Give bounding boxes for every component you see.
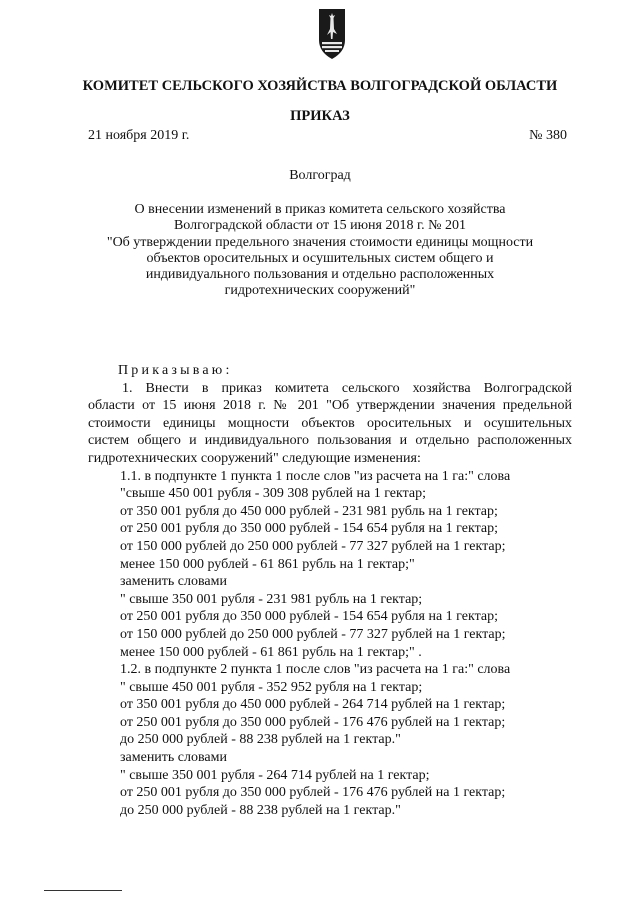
old-wording-line: от 250 001 рубля до 350 000 рублей - 176 476 рублей на 1 гектар; xyxy=(120,714,506,730)
new-wording-line: до 250 000 рублей - 88 238 рублей на 1 гектар." xyxy=(120,802,401,818)
footer-divider xyxy=(44,890,122,891)
paragraph-line: 1. Внести в приказ комитета сельского хозяйства Волгоградской xyxy=(122,380,572,396)
document-body xyxy=(88,362,572,819)
old-wording-line: "свыше 450 001 рубля - 309 308 рублей на 1 гектар; xyxy=(120,486,427,502)
subsection-1-2-intro: 1.2. в подпункте 2 пункта 1 после слов "из расчета на 1 га:" слова xyxy=(120,662,511,678)
committee-name: КОМИТЕТ СЕЛЬСКОГО ХОЗЯЙСТВА ВОЛГОГРАДСКОЙ ОБЛАСТИ xyxy=(82,78,558,94)
old-wording-line: от 350 001 рубля до 450 000 рублей - 231 981 рубль на 1 гектар; xyxy=(120,503,498,519)
paragraph-line: области от 15 июня 2018 г. № 201 "Об утверждении значения предельной xyxy=(88,398,572,414)
coat-of-arms-icon xyxy=(318,8,346,60)
new-wording-line: " свыше 350 001 рубля - 231 981 рубль на 1 гектар; xyxy=(120,591,423,607)
paragraph-line: гидротехнических сооружений" следующие изменения: xyxy=(88,450,421,466)
replace-words: заменить словами xyxy=(120,574,227,590)
title-line: объектов оросительных и осушительных систем общего и xyxy=(146,250,494,266)
old-wording-line: от 350 001 рубля до 450 000 рублей - 264 714 рублей на 1 гектар; xyxy=(120,697,506,713)
title-line: гидротехнических сооружений" xyxy=(224,283,416,299)
title-line: Волгоградской области от 15 июня 2018 г. № 201 xyxy=(173,218,467,234)
title-line: индивидуального пользования и отдельно расположенных xyxy=(145,267,495,283)
paragraph-line: стоимости единицы мощности объектов оросительных и осушительных xyxy=(88,415,572,431)
city-name: Волгоград xyxy=(289,168,351,183)
new-wording-line: от 250 001 рубля до 350 000 рублей - 176 476 рублей на 1 гектар; xyxy=(120,785,506,801)
old-wording-line: до 250 000 рублей - 88 238 рублей на 1 гектар." xyxy=(120,732,401,748)
paragraph-line: систем общего и индивидуального пользования и отдельно расположенных xyxy=(88,433,572,449)
document-title xyxy=(60,202,580,300)
old-wording-line: от 250 001 рубля до 350 000 рублей - 154 654 рубля на 1 гектар; xyxy=(120,521,498,537)
document-type: ПРИКАЗ xyxy=(290,108,350,124)
new-wording-line: от 150 000 рублей до 250 000 рублей - 77 327 рублей на 1 гектар; xyxy=(120,626,506,642)
subsection-1-1-intro: 1.1. в подпункте 1 пункта 1 после слов "из расчета на 1 га:" слова xyxy=(120,468,511,484)
document-number: № 380 xyxy=(529,128,567,143)
old-wording-line: менее 150 000 рублей - 61 861 рубль на 1 гектар;" xyxy=(120,556,415,572)
old-wording-line: от 150 000 рублей до 250 000 рублей - 77 327 рублей на 1 гектар; xyxy=(120,538,506,554)
replace-words: заменить словами xyxy=(120,750,227,766)
title-line: О внесении изменений в приказ комитета сельского хозяйства xyxy=(134,202,506,217)
order-word: Приказываю: xyxy=(118,363,233,378)
document-date: 21 ноября 2019 г. xyxy=(88,128,190,143)
old-wording-line: " свыше 450 001 рубля - 352 952 рубля на 1 гектар; xyxy=(120,679,423,695)
title-line: "Об утверждении предельного значения стоимости единицы мощности xyxy=(106,234,534,250)
new-wording-line: менее 150 000 рублей - 61 861 рубль на 1 гектар;" . xyxy=(120,644,422,660)
new-wording-line: от 250 001 рубля до 350 000 рублей - 154 654 рубля на 1 гектар; xyxy=(120,609,498,625)
new-wording-line: " свыше 350 001 рубля - 264 714 рублей на 1 гектар; xyxy=(120,767,430,783)
